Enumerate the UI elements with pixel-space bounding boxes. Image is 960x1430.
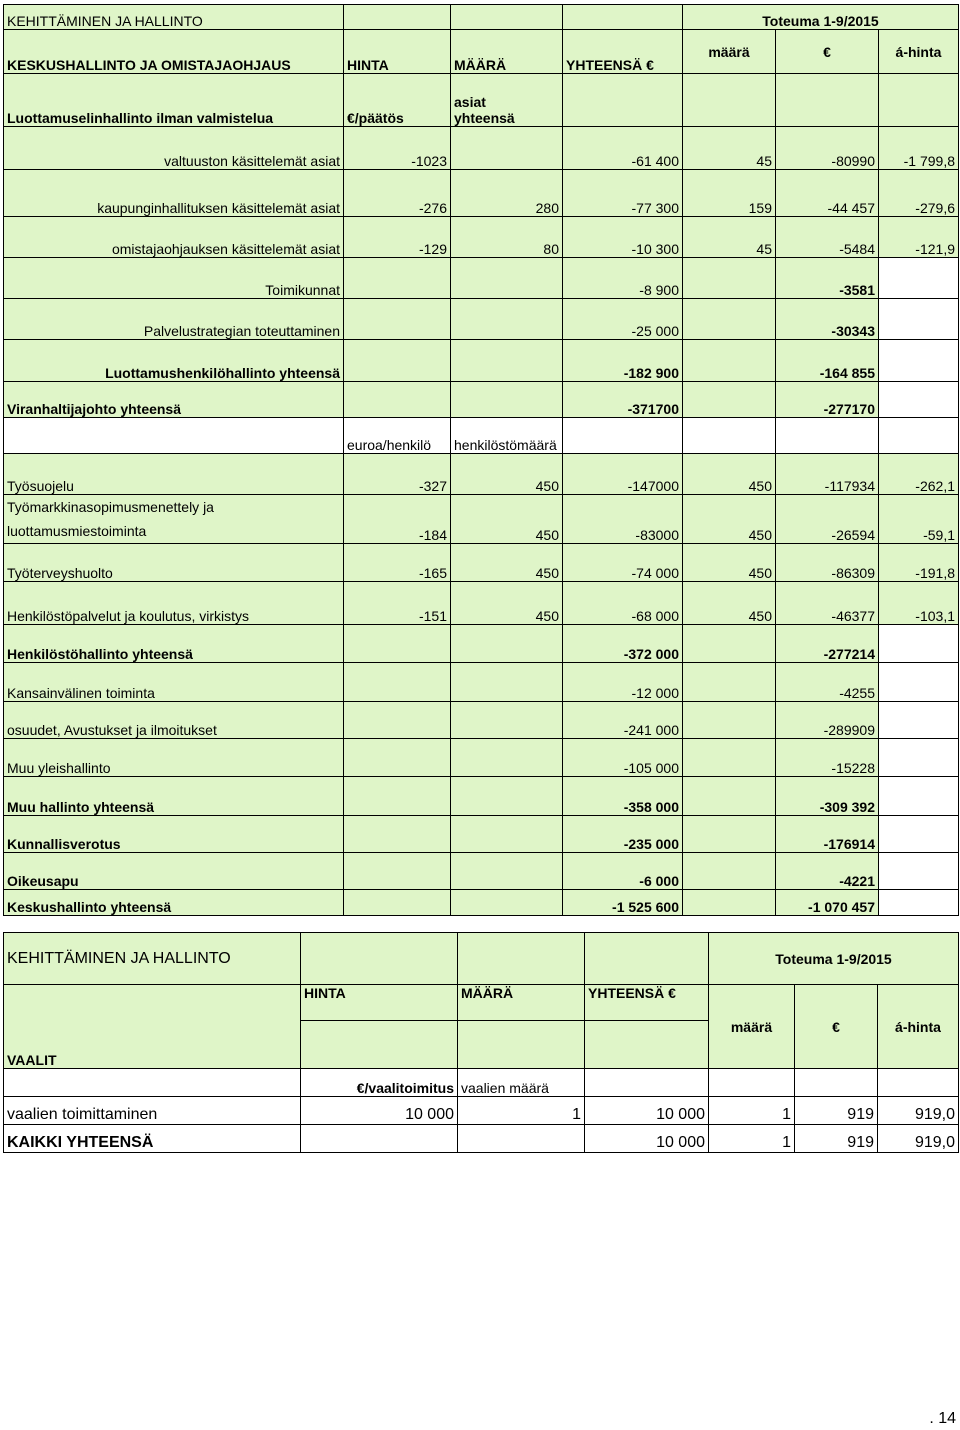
cell-yhteensa: -10 300 [563, 217, 683, 258]
cell-yhteensa: 10 000 [585, 1097, 709, 1125]
cell-yhteensa: 10 000 [585, 1125, 709, 1153]
cell-euro: -1 070 457 [776, 890, 879, 916]
cell-hinta: -1023 [344, 127, 451, 170]
cell-euro: -4255 [776, 663, 879, 702]
table2-col-ahinta: á-hinta [878, 985, 959, 1069]
table-row [4, 1125, 959, 1153]
col-maara2: määrä [683, 30, 776, 74]
cell-hinta: -276 [344, 170, 451, 217]
cell-yhteensa: -74 000 [563, 544, 683, 582]
cell-yhteensa: -371700 [563, 382, 683, 418]
row-label: Kunnallisverotus [4, 816, 344, 853]
cell-maara2: 450 [683, 544, 776, 582]
cell-yhteensa: -8 900 [563, 258, 683, 299]
cell-euro: -277214 [776, 625, 879, 663]
cell-hinta: -184 [344, 495, 451, 544]
table-row [4, 340, 959, 382]
cell-euro: -289909 [776, 702, 879, 739]
cell-euro: -46377 [776, 582, 879, 625]
col-maara: MÄÄRÄ [451, 30, 563, 74]
cell-ahinta: 919,0 [878, 1097, 959, 1125]
table-row [4, 702, 959, 739]
cell-maara: 450 [451, 495, 563, 544]
table-row [4, 663, 959, 702]
table2-col-euro: € [795, 985, 878, 1069]
cell-ahinta: -191,8 [879, 544, 959, 582]
table-row [4, 170, 959, 217]
row-label: osuudet, Avustukset ja ilmoitukset [4, 702, 344, 739]
cell-yhteensa: -147000 [563, 454, 683, 495]
cell-yhteensa: -6 000 [563, 853, 683, 890]
table-row [4, 777, 959, 816]
table-row [4, 853, 959, 890]
table-row [4, 739, 959, 777]
cell-euro: -3581 [776, 258, 879, 299]
cell-maara2: 450 [683, 495, 776, 544]
table-title: KEHITTÄMINEN JA HALLINTO [4, 5, 344, 30]
cell-yhteensa: -105 000 [563, 739, 683, 777]
page-number: . 14 [929, 1410, 956, 1427]
cell-maara: 1 [458, 1097, 585, 1125]
cell-yhteensa: -1 525 600 [563, 890, 683, 916]
col-paatos: €/päätös [344, 74, 451, 127]
table-row [4, 382, 959, 418]
cell-maara2: 450 [683, 582, 776, 625]
table-row [4, 127, 959, 170]
cell-yhteensa: -83000 [563, 495, 683, 544]
cell-euro: -164 855 [776, 340, 879, 382]
col-asiat-line2: yhteensä [454, 110, 515, 126]
row-label: Viranhaltijajohto yhteensä [4, 382, 344, 418]
cell-maara: 450 [451, 454, 563, 495]
table-row [4, 299, 959, 340]
table2-col-yhteensa: YHTEENSÄ € [585, 985, 709, 1021]
row-label: Kansainvälinen toiminta [4, 663, 344, 702]
cell-euro: 919 [795, 1097, 878, 1125]
kesku-table [3, 4, 959, 916]
cell-euro: -4221 [776, 853, 879, 890]
cell-maara2: 45 [683, 217, 776, 258]
table2-section: VAALIT [4, 1021, 301, 1069]
row-label-line2: luottamusmiestoiminta [7, 523, 147, 539]
cell-ahinta: -1 799,8 [879, 127, 959, 170]
cell-ahinta: -121,9 [879, 217, 959, 258]
row-label: Muu hallinto yhteensä [4, 777, 344, 816]
cell-maara2: 1 [709, 1097, 795, 1125]
table-row [4, 890, 959, 916]
cell-yhteensa: -12 000 [563, 663, 683, 702]
row-label: kaupunginhallituksen käsittelemät asiat [4, 170, 344, 217]
col-asiat-line1: asiat [454, 94, 486, 110]
row-label: Muu yleishallinto [4, 739, 344, 777]
cell-hinta: -129 [344, 217, 451, 258]
cell-euro: -15228 [776, 739, 879, 777]
row-label: Henkilöstöhallinto yhteensä [4, 625, 344, 663]
table2-title: KEHITTÄMINEN JA HALLINTO [4, 933, 301, 985]
row-label: omistajaohjauksen käsittelemät asiat [4, 217, 344, 258]
table2-col-maara: MÄÄRÄ [458, 985, 585, 1021]
cell-euro: -176914 [776, 816, 879, 853]
row-label: Luottamushenkilöhallinto yhteensä [4, 340, 344, 382]
col-euroa-henkilo: euroa/henkilö [344, 418, 451, 454]
cell-euro: -277170 [776, 382, 879, 418]
period-label: Toteuma 1-9/2015 [683, 5, 959, 30]
table-row [4, 217, 959, 258]
cell-maara2: 159 [683, 170, 776, 217]
row-label: Työsuojelu [4, 454, 344, 495]
cell-yhteensa: -77 300 [563, 170, 683, 217]
cell-yhteensa: -235 000 [563, 816, 683, 853]
cell-euro: -309 392 [776, 777, 879, 816]
cell-maara: 280 [451, 170, 563, 217]
row-label: Keskushallinto yhteensä [4, 890, 344, 916]
row-label: KAIKKI YHTEENSÄ [4, 1125, 301, 1153]
table-row [4, 1097, 959, 1125]
row-label: vaalien toimittaminen [4, 1097, 301, 1125]
cell-euro: -30343 [776, 299, 879, 340]
row-label-line1: Työmarkkinasopimusmenettely ja [7, 499, 214, 515]
cell-yhteensa: -241 000 [563, 702, 683, 739]
row-label [4, 495, 344, 544]
cell-yhteensa: -358 000 [563, 777, 683, 816]
cell-euro: -117934 [776, 454, 879, 495]
col-hinta: HINTA [344, 30, 451, 74]
cell-yhteensa: -182 900 [563, 340, 683, 382]
row-label: valtuuston käsittelemät asiat [4, 127, 344, 170]
table2-col-vaalitoimitus: €/vaalitoimitus [301, 1069, 458, 1097]
table2-col-vaalien-maara: vaalien määrä [458, 1069, 585, 1097]
table2-period: Toteuma 1-9/2015 [709, 933, 959, 985]
cell-ahinta: -279,6 [879, 170, 959, 217]
cell-euro: -80990 [776, 127, 879, 170]
cell-maara: 450 [451, 544, 563, 582]
cell-yhteensa: -61 400 [563, 127, 683, 170]
cell-ahinta: 919,0 [878, 1125, 959, 1153]
cell-maara2: 1 [709, 1125, 795, 1153]
vaalit-table [3, 932, 959, 1153]
cell-euro: -86309 [776, 544, 879, 582]
table-row [4, 544, 959, 582]
row-label: Toimikunnat [4, 258, 344, 299]
row-label: Oikeusapu [4, 853, 344, 890]
cell-hinta: -151 [344, 582, 451, 625]
col-henkilostomaara: henkilöstömäärä [451, 418, 563, 454]
section-title: KESKUSHALLINTO JA OMISTAJAOHJAUS [4, 30, 344, 74]
cell-hinta: -165 [344, 544, 451, 582]
cell-maara [451, 127, 563, 170]
col-yhteensa: YHTEENSÄ € [563, 30, 683, 74]
cell-maara2: 45 [683, 127, 776, 170]
table2-col-maara2: määrä [709, 985, 795, 1069]
row-label: Työterveyshuolto [4, 544, 344, 582]
cell-yhteensa: -25 000 [563, 299, 683, 340]
col-euro: € [776, 30, 879, 74]
subsection-title: Luottamuselinhallinto ilman valmistelua [4, 74, 344, 127]
cell-hinta: -327 [344, 454, 451, 495]
cell-yhteensa: -372 000 [563, 625, 683, 663]
cell-ahinta: -103,1 [879, 582, 959, 625]
cell-euro: -26594 [776, 495, 879, 544]
cell-maara2: 450 [683, 454, 776, 495]
cell-yhteensa: -68 000 [563, 582, 683, 625]
row-label: Palvelustrategian toteuttaminen [4, 299, 344, 340]
table-row [4, 816, 959, 853]
table2-col-hinta: HINTA [301, 985, 458, 1021]
cell-euro: -5484 [776, 217, 879, 258]
col-ahinta: á-hinta [879, 30, 959, 74]
cell-maara: 450 [451, 582, 563, 625]
col-asiat [451, 74, 563, 127]
cell-ahinta: -59,1 [879, 495, 959, 544]
table-row [4, 625, 959, 663]
cell-euro: 919 [795, 1125, 878, 1153]
table-row [4, 454, 959, 495]
row-label: Henkilöstöpalvelut ja koulutus, virkistys [4, 582, 344, 625]
cell-hinta: 10 000 [301, 1097, 458, 1125]
table-row [4, 495, 959, 544]
table-row [4, 582, 959, 625]
cell-ahinta: -262,1 [879, 454, 959, 495]
cell-maara: 80 [451, 217, 563, 258]
cell-euro: -44 457 [776, 170, 879, 217]
table-row [4, 258, 959, 299]
